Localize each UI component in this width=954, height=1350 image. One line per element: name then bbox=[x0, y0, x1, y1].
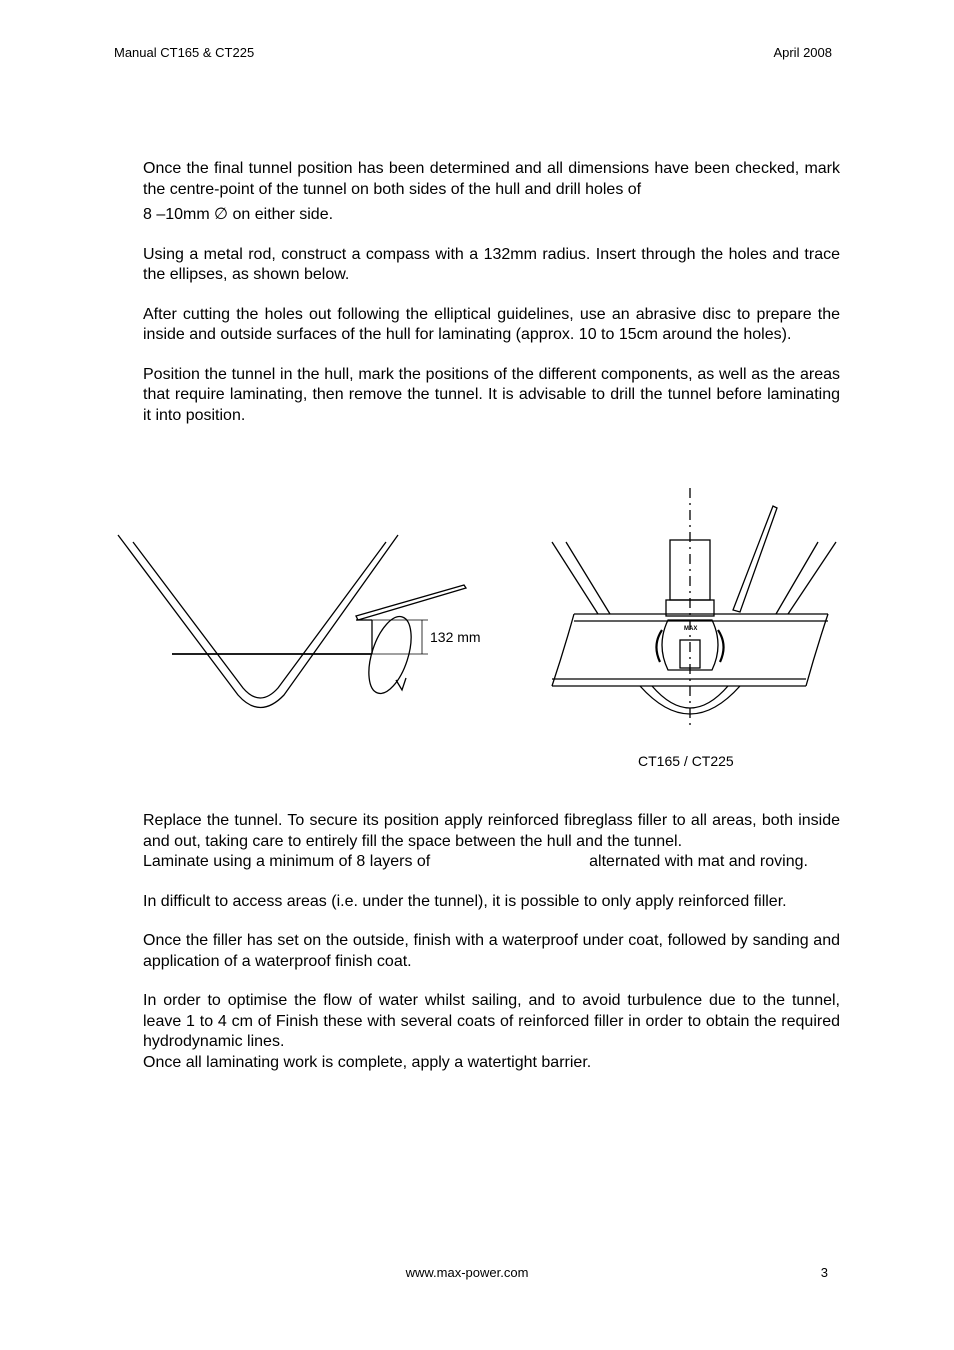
paragraph-drill-holes-line1: Once the final tunnel position has been determined and all dimensions have been checked, mark the centre-point of the tunnel on both sides of the hull and drill holes of bbox=[143, 160, 840, 198]
page-number: 3 bbox=[820, 1265, 828, 1280]
figure-caption: CT165 / CT225 bbox=[638, 753, 734, 769]
hull-diagrams bbox=[100, 480, 860, 780]
paragraph-laminate bbox=[143, 852, 840, 873]
paragraph-laminate-end: alternated with mat and roving. bbox=[589, 853, 808, 870]
instructions-section-1 bbox=[143, 159, 840, 426]
paragraph-position-tunnel: Position the tunnel in the hull, mark the positions of the different components, as well as the areas that require laminating, then remove the tunnel. It is advisable to drill the tunnel before laminating it into position. bbox=[143, 365, 840, 424]
paragraph-compass: Using a metal rod, construct a compass with a 132mm radius. Insert through the holes and trace the ellipses, as shown below. bbox=[143, 245, 840, 283]
footer-website: www.max-power.com bbox=[405, 1265, 529, 1280]
paragraph-drill-holes bbox=[143, 159, 840, 226]
paragraph-difficult-areas: In difficult to access areas (i.e. under the tunnel), it is possible to only apply reinforced filler. bbox=[143, 892, 787, 910]
paragraph-hydrodynamic: In order to optimise the flow of water whilst sailing, and to avoid turbulence due to the tunnel, leave 1 to 4 cm of Finish these with several coats of reinforced filler in order to obtain the required hydrodynamic lines. bbox=[143, 992, 840, 1050]
instructions-section-2 bbox=[143, 811, 840, 1073]
paragraph-watertight-barrier: Once all laminating work is complete, apply a watertight barrier. bbox=[143, 1053, 592, 1071]
paragraph-laminate-start: Laminate using a minimum of 8 layers of bbox=[143, 853, 431, 870]
installation-figure bbox=[100, 480, 860, 780]
hull-compass-diagram bbox=[118, 535, 466, 708]
paragraph-cutting: After cutting the holes out following the elliptical guidelines, use an abrasive disc to prepare the inside and outside surfaces of the hull for laminating (approx. 10 to 15cm around the holes). bbox=[143, 305, 840, 343]
dimension-label: 132 mm bbox=[430, 629, 481, 645]
tunnel-installed-diagram bbox=[552, 488, 836, 725]
header-date: April 2008 bbox=[773, 45, 832, 60]
paragraph-drill-holes-line2: 8 –10mm ∅ on either side. bbox=[143, 206, 334, 223]
thruster-logo: MAX bbox=[684, 626, 698, 632]
paragraph-finish-coat: Once the filler has set on the outside, finish with a waterproof under coat, followed by sanding and application of a waterproof finish coat. bbox=[143, 932, 840, 970]
paragraph-replace-tunnel: Replace the tunnel. To secure its position apply reinforced fibreglass filler to all areas, both inside and out, taking care to entirely fill the space between the hull and the tunnel. bbox=[143, 812, 840, 850]
header-title: Manual CT165 & CT225 bbox=[114, 45, 255, 60]
